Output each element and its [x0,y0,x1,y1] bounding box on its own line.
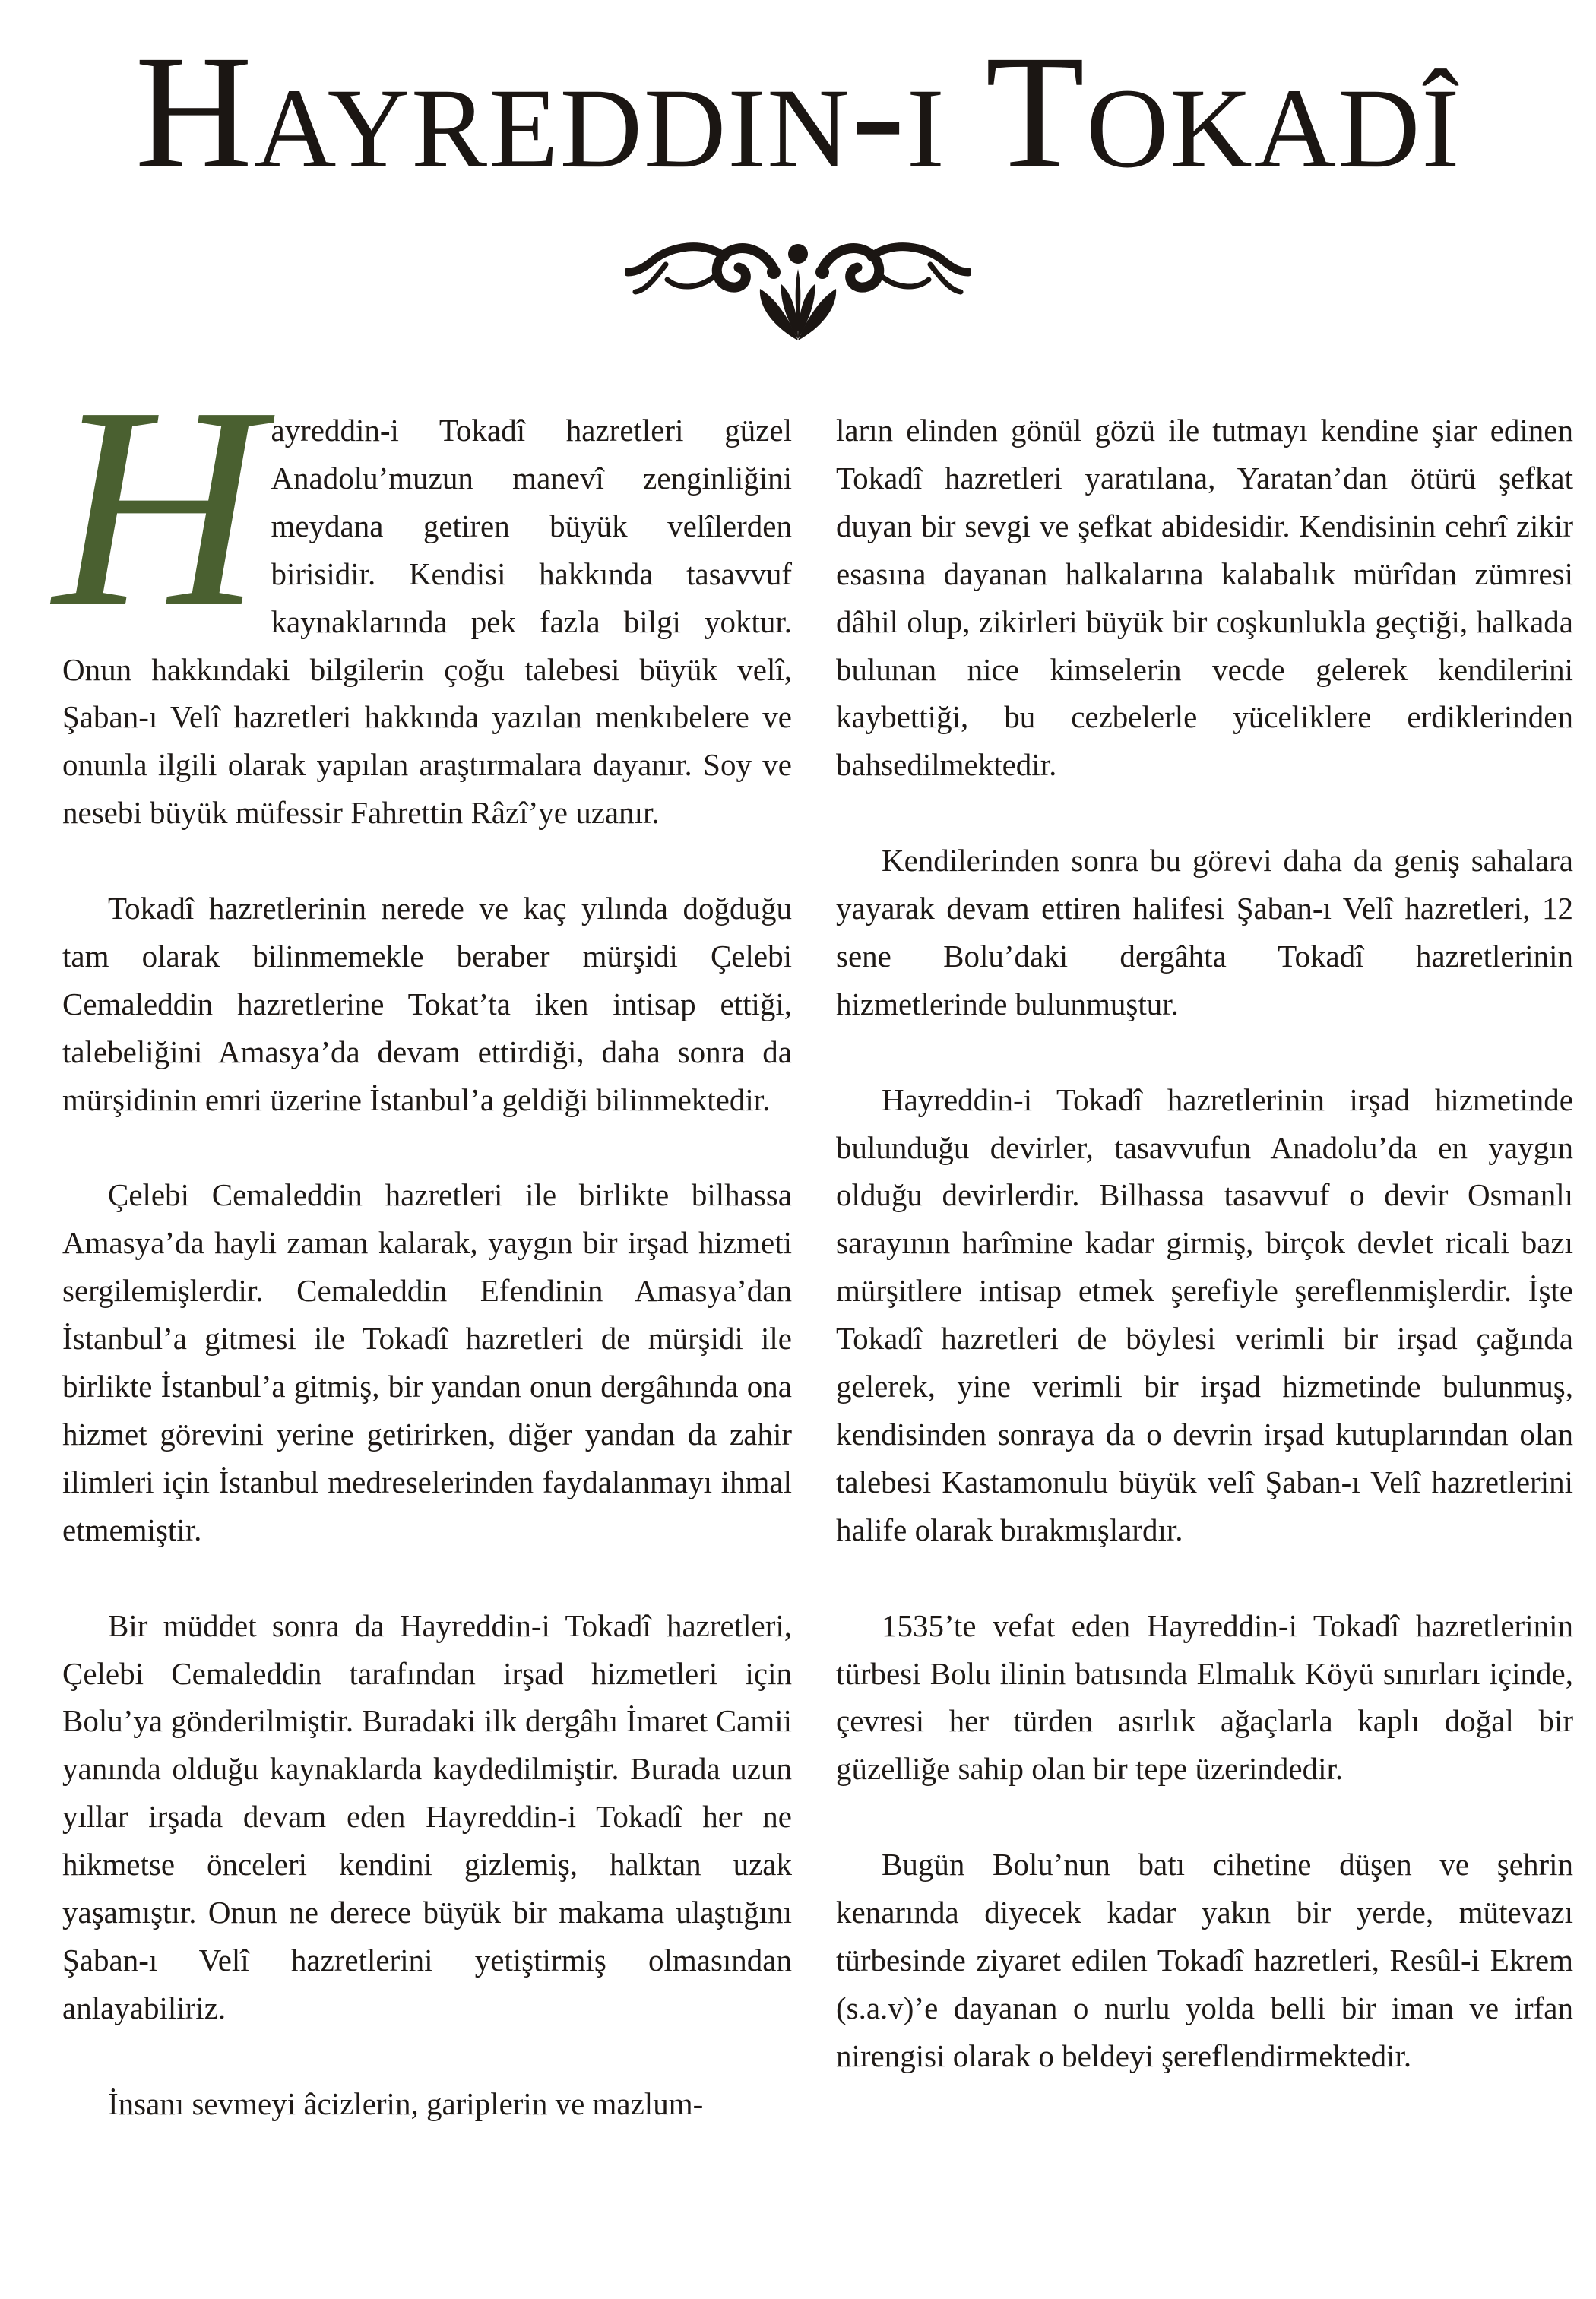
floral-ornament-icon [625,225,971,345]
paragraph: İnsanı sevmeyi âcizlerin, gariplerin ve mazlum- [108,2085,704,2121]
paragraph: 1535’te vefat eden Hayreddin-i Tokadî hazretlerinin türbesi Bolu ilinin batısında Elmalık Köyü sınırları içinde, çevresi her türden asırlık ağaçlarla kaplı doğal bir güzelliğe sahip olan bir tepe üzerindedir. [836,1607,1573,1787]
paragraph: ların elinden gönül gözü ile tutmayı kendine şiar edinen Tokadî hazretleri yaratılana, Yaratan’dan ötürü şefkat duyan bir sevgi ve şefkat abidesidir. Kendisinin cehrî zikir esasına dayanan halkalarına kalabalık mürîdan zümresi dâhil olup, zikirleri büyük bir coşkunlukla geçtiği, halkada bulunan nice kimselerin vecde gelerek kendilerini kaybettiği, bu cezbelerle yüceliklere erdiklerinden bahsedilmektedir. [836,413,1573,783]
paragraph [53,347,792,837]
article-column-right [836,407,1573,2128]
paragraph: Bir müddet sonra da Hayreddin-i Tokadî hazretleri, Çelebi Cemaleddin tarafından irşad hizmetleri için Bolu’ya gönderilmiştir. Buradaki ilk dergâhı İmaret Camii yanında olduğu kaynaklarda kaydedilmiştir. Burada uzun yıllar irşada devam eden Hayreddin-i Tokadî her ne hikmetse önceleri kendini gizlemiş, halktan uzak yaşamıştır. Onun ne derece büyük bir makama ulaştığını Şaban-ı Velî hazretlerini yetiştirmiş olmasından anlayabiliriz. [62,1607,792,2025]
article-title: Hayreddin-i Tokadî [135,22,1461,202]
drop-cap: H [53,347,262,667]
paragraph-text: ayreddin-i Tokadî hazretleri güzel Anadolu’muzun manevî zenginliğini meydana getiren büyük velîlerden birisidir. Kendisi hakkında tasavvuf kaynaklarında pek fazla bilgi yoktur. Onun hakkındaki bilgilerin çoğu talebesi büyük velî, Şaban-ı Velî hazretleri hakkında yazılan menkıbelere ve onunla ilgili olarak yapılan araştırmalara dayanır. Soy ve nesebi büyük müfessir Fahrettin Râzî’ye uzanır. [62,413,792,831]
paragraph: Bugün Bolu’nun batı cihetine düşen ve şehrin kenarında diyecek kadar yakın bir yerde, mütevazı türbesinde ziyaret edilen Tokadî hazretleri, Resûl-i Ekrem (s.a.v)’e dayanan o nurlu yolda belli bir iman ve irfan nirengisi olarak o beldeyi şereflendirmektedir. [836,1847,1573,2073]
article-column-left [53,347,792,2175]
paragraph: Tokadî hazretlerinin nerede ve kaç yılında doğduğu tam olarak bilinmemekle beraber mürşidi Çelebi Cemaleddin hazretlerine Tokat’ta iken intisap ettiği, talebeliğini Amasya’da devam ettirdiği, daha sonra da mürşidinin emri üzerine İstanbul’a geldiği bilinmektedir. [62,891,792,1117]
paragraph: Kendilerinden sonra bu görevi daha da geniş sahalara yayarak devam ettiren halifesi Şaban-ı Velî hazretleri, 12 sene Bolu’daki dergâhta Tokadî hazretlerinin hizmetlerinde bulunmuştur. [836,843,1573,1021]
paragraph: Çelebi Cemaleddin hazretleri ile birlikte bilhassa Amasya’da hayli zaman kalarak, yaygın bir irşad hizmeti sergilemişlerdir. Cemaleddin Efendinin Amasya’dan İstanbul’a gitmesi ile Tokadî hazretleri de mürşidi ile birlikte İstanbul’a gitmiş, bir yandan onun dergâhında ona hizmet görevini yerine getirirken, diğer yandan da zahir ilimleri için İstanbul medreselerinden faydalanmayı ihmal etmemiştir. [62,1177,792,1547]
paragraph: Hayreddin-i Tokadî hazretlerinin irşad hizmetinde bulunduğu devirler, tasavvufun Anadolu’da en yaygın olduğu devirlerdir. Bilhassa tasavvuf o devir Osmanlı sarayının harîmine kadar girmiş, birçok devlet ricali bazı mürşitlere intisap etmek şerefiyle şereflenmişlerdir. İşte Tokadî hazretleri de böylesi verimli bir irşad çağında gelerek, yine verimli bir irşad hizmetinde bulunmuş, kendisinden sonraya da o devrin irşad kutuplarından olan talebesi Kastamonulu büyük velî Şaban-ı Velî hazretlerini halife olarak bırakmışlardır. [836,1081,1573,1547]
